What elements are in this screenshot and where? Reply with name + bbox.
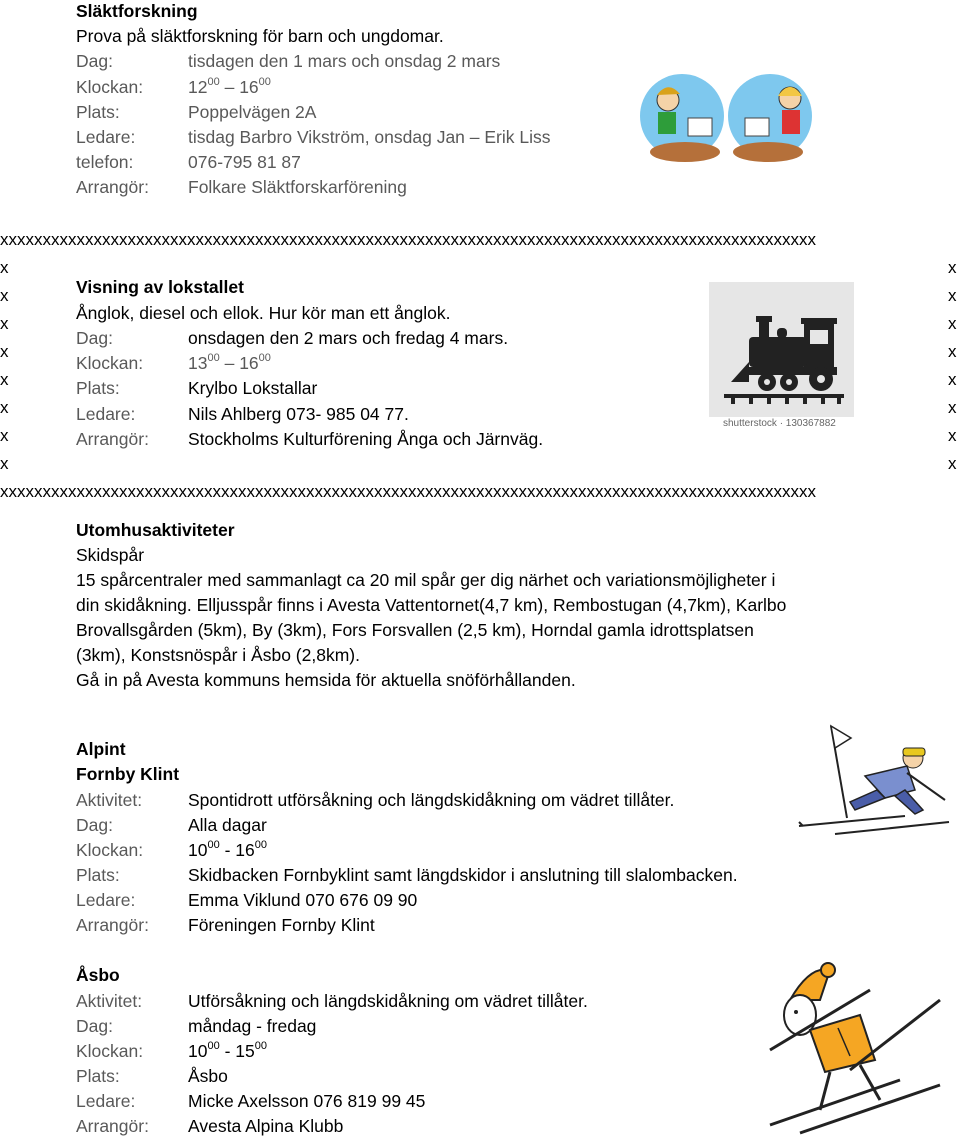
value-plats: Poppelvägen 2A [188,102,317,122]
label-ledare: Ledare: [76,404,136,424]
subtitle-fornby-klint: Fornby Klint [76,764,180,784]
x-border-left: x x x x x x x x [0,258,9,473]
paragraph-line: din skidåkning. Elljusspår finns i Avesta Vattentornet(4,7 km), Rembostugan (4,7km), Karlbo [76,595,787,615]
paragraph-line: Gå in på Avesta kommuns hemsida för aktuella snöförhållanden. [76,670,576,690]
label-dag: Dag: [76,51,113,71]
train-icon [709,282,854,417]
section-title-utomhus: Utomhusaktiviteter [76,520,235,540]
value-arrangor: Föreningen Fornby Klint [188,915,375,935]
value-arrangor: Folkare Släktforskarförening [188,177,407,197]
value-ledare: Emma Viklund 070 676 09 90 [188,890,418,910]
value-klockan: $10^{00} - 16^{00}$ [188,839,267,860]
paragraph-line: Brovallsgården (5km), By (3km), Fors Forsvallen (2,5 km), Horndal gamla idrottsplatsen [76,620,754,640]
label-plats: Plats: [76,1066,120,1086]
value-arrangor: Avesta Alpina Klubb [188,1116,344,1136]
label-ledare: Ledare: [76,1091,136,1111]
intro-text: Prova på släktforskning för barn och ungdomar. [76,26,444,46]
label-dag: Dag: [76,815,113,835]
label-arrangor: Arrangör: [76,1116,149,1136]
steam-locomotive-illustration [709,282,854,432]
x-border-top: xxxxxxxxxxxxxxxxxxxxxxxxxxxxxxxxxxxxxxxxxxxxxxxxxxxxxxxxxxxxxxxxxxxxxxxxxxxxxxxxxxxxxxxxxxxxxxxx [0,230,816,249]
label-dag: Dag: [76,328,113,348]
value-dag: måndag - fredag [188,1016,317,1036]
paragraph-line: 15 spårcentraler med sammanlagt ca 20 mil spår ger dig närhet och variationsmöjligheter i [76,570,776,590]
label-ledare: Ledare: [76,127,136,147]
label-plats: Plats: [76,102,120,122]
section-title-alpint: Alpint [76,739,126,759]
value-klockan: $10^{00} - 15^{00}$ [188,1040,267,1061]
image-watermark: shutterstock · 130367882 [723,418,836,429]
value-ledare: Micke Axelsson 076 819 99 45 [188,1091,426,1111]
value-klockan: $13^{00} - 16^{00}$ [188,352,271,373]
paragraph-line: (3km), Konstsnöspår i Åsbo (2,8km). [76,645,360,665]
label-aktivitet: Aktivitet: [76,991,143,1011]
value-aktivitet: Spontidrott utförsåkning och längdskidåkning om vädret tillåter. [188,790,675,810]
label-telefon: telefon: [76,152,134,172]
value-plats: Skidbacken Fornbyklint samt längdskidor i anslutning till slalombacken. [188,865,738,885]
value-plats: Krylbo Lokstallar [188,378,318,398]
x-border-right: x x x x x x x x [948,258,957,473]
label-ledare: Ledare: [76,890,136,910]
label-klockan: Klockan: [76,77,144,97]
section-title-slaktforskning: Släktforskning [76,1,198,21]
value-ledare: tisdag Barbro Vikström, onsdag Jan – Erik Liss [188,127,551,147]
value-arrangor: Stockholms Kulturförening Ånga och Järnväg. [188,429,544,449]
label-klockan: Klockan: [76,1041,144,1061]
cartoon-skier-illustration [750,960,950,1135]
skidspar-paragraph [76,568,866,693]
label-klockan: Klockan: [76,353,144,373]
value-ledare: Nils Ahlberg 073- 985 04 77. [188,404,409,424]
kids-computer-illustration [640,70,820,165]
label-arrangor: Arrangör: [76,429,149,449]
intro-text: Ånglok, diesel och ellok. Hur kör man ett ånglok. [76,303,451,323]
value-plats: Åsbo [188,1066,228,1086]
label-plats: Plats: [76,865,120,885]
label-dag: Dag: [76,1016,113,1036]
section-title-asbo: Åsbo [76,965,120,985]
value-dag: onsdagen den 2 mars och fredag 4 mars. [188,328,509,348]
value-dag: tisdagen den 1 mars och onsdag 2 mars [188,51,501,71]
x-border-bottom: xxxxxxxxxxxxxxxxxxxxxxxxxxxxxxxxxxxxxxxxxxxxxxxxxxxxxxxxxxxxxxxxxxxxxxxxxxxxxxxxxxxxxxxxxxxxxxxx [0,482,816,501]
section-title-lokstallet: Visning av lokstallet [76,277,244,297]
label-plats: Plats: [76,378,120,398]
value-telefon: 076-795 81 87 [188,152,301,172]
label-arrangor: Arrangör: [76,177,149,197]
value-dag: Alla dagar [188,815,267,835]
label-klockan: Klockan: [76,840,144,860]
value-aktivitet: Utförsåkning och längdskidåkning om vädret tillåter. [188,991,588,1011]
value-klockan: $12^{00} - 16^{00}$ [188,76,271,97]
label-arrangor: Arrangör: [76,915,149,935]
subtitle-skidspar: Skidspår [76,545,145,565]
slalom-skier-illustration [795,718,955,836]
label-aktivitet: Aktivitet: [76,790,143,810]
